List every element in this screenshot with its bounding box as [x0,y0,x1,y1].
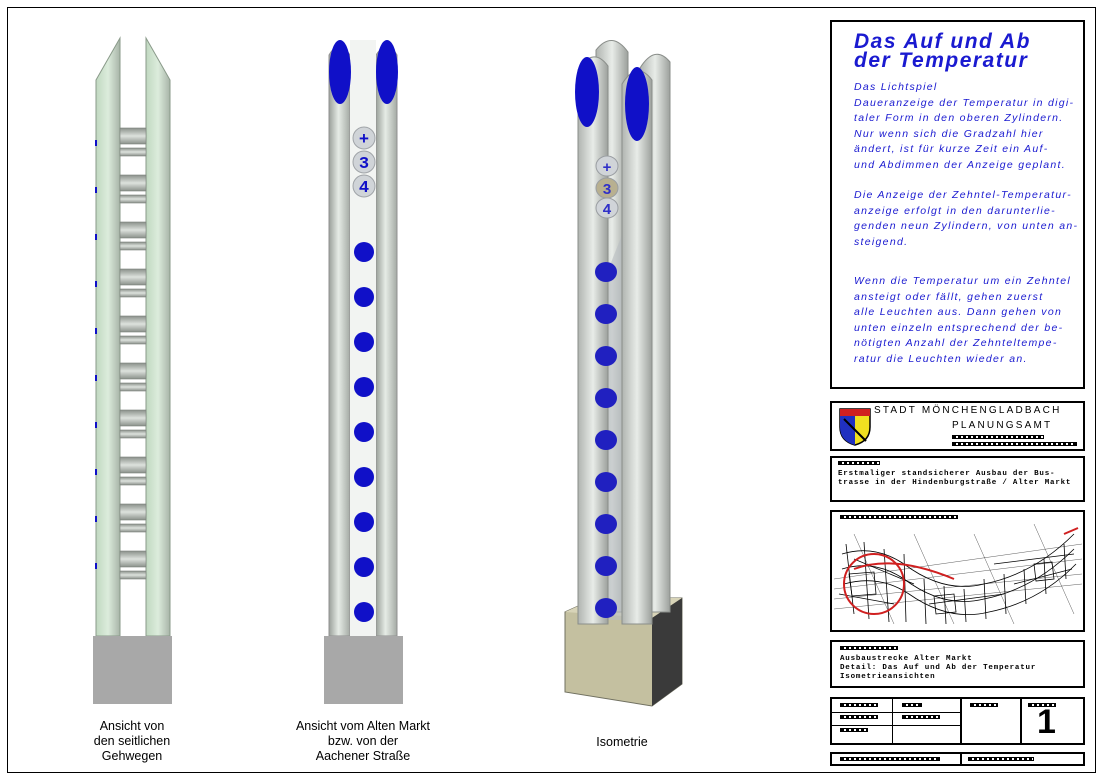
front-view [324,40,403,704]
front-tenth-lamp [354,287,374,307]
side-rung [120,242,146,250]
iso-tenth-lamp [595,388,617,408]
side-lamp-edge [95,140,97,146]
city-coat-of-arms-icon [838,407,872,447]
front-digit-display [353,127,375,198]
side-rung [120,430,146,438]
side-lamp-edge [95,469,97,475]
drawing-description: Ausbaustrecke Alter Markt Detail: Das Auf und Ab der Temperatur Isometrieansichten [840,655,1037,681]
side-rung [120,571,146,579]
city-name: STADT MÖNCHENGLADBACH [874,405,1062,416]
side-rung [120,383,146,391]
front-tenth-lamps [354,242,374,622]
side-view [93,38,172,704]
svg-text:+: + [602,160,612,177]
side-rung [120,363,146,379]
iso-tenth-lamp [595,304,617,324]
iso-tenth-lamp [595,598,617,618]
side-rung [120,175,146,191]
side-base [93,636,172,704]
side-rung [120,551,146,567]
side-rung [120,195,146,203]
side-rung [120,504,146,520]
footer-box [830,752,1085,766]
caption-side-view: Ansicht von den seitlichen Gehwegen [93,719,171,763]
side-rung [120,269,146,285]
front-tenth-lamp [354,602,374,622]
iso-tenth-lamp [595,346,617,366]
svg-text:4: 4 [602,202,612,219]
side-lamp-edge [95,281,97,287]
iso-tenth-lamp [595,514,617,534]
iso-tenth-lamp [595,262,617,282]
front-tenth-lamp [354,332,374,352]
drawing-info-box [830,640,1085,688]
side-rung [120,410,146,426]
caption-front-view: Ansicht vom Alten Markt bzw. von der Aachener Straße [295,719,431,763]
iso-tenth-lamps [595,262,617,618]
side-lamp-edge [95,328,97,334]
side-lamp-edge [95,187,97,193]
side-rung [120,524,146,532]
front-pole-left [329,47,350,637]
side-pole-right [146,38,170,636]
front-top-lamp-left [329,40,351,104]
office-name: PLANUNGSAMT [952,420,1053,431]
organisation-box [830,401,1085,451]
iso-tenth-lamp [595,556,617,576]
site-map [834,524,1082,628]
description-panel [830,20,1085,389]
side-rung [120,336,146,344]
isometric-view [565,40,682,706]
front-tenth-lamp [354,467,374,487]
side-lamp-edge [95,375,97,381]
front-tenth-lamp [354,512,374,532]
iso-tenth-lamp [595,472,617,492]
paragraph-light-play: Das Lichtspiel Daueranzeige der Temperatur in digi- taler Form in den oberen Zylindern. Nur wenn sich die Gradzahl hier ändert, ist für kurze Zeit ein Auf- und Abdimmen der Anzeige geplant. [854,81,1075,171]
side-lamp-edge [95,422,97,428]
project-description: Erstmaliger standsicherer Ausbau der Bus- trasse in der Hindenburgstraße / Alter Markt [838,470,1072,487]
caption-isometric-view: Isometrie [596,735,648,749]
side-rung [120,316,146,332]
location-map-box [830,510,1085,632]
panel-title: Das Auf und Ab der Temperatur [854,30,1031,72]
iso-digit-display [596,156,618,219]
side-lamp-edge [95,563,97,569]
svg-text:3: 3 [602,182,612,199]
side-lamp-edge [95,234,97,240]
digit-ones: 4 [358,179,370,198]
iso-top-lamp-right [625,67,649,141]
side-lamp-edge [95,516,97,522]
paragraph-tenth-display: Die Anzeige der Zehntel-Temperatur- anzeige erfolgt in den darunterlie- genden neun Zylindern, von unten an- steigend. [854,189,1079,248]
side-rung [120,148,146,156]
side-rung [120,457,146,473]
front-tenth-lamp [354,422,374,442]
front-top-lamp-right [376,40,398,104]
side-rung [120,477,146,485]
iso-tenth-lamp [595,430,617,450]
front-tenth-lamp [354,242,374,262]
front-tenth-lamp [354,557,374,577]
side-pole-left [96,38,120,636]
paragraph-switching: Wenn die Temperatur um ein Zehntel ansteigt oder fällt, gehen zuerst alle Leuchten aus. Dann gehen von unten einzeln entsprechend der be- nötigten Anzahl der Zehnteltempe- ratur die Leuchten wieder an. [854,275,1071,365]
iso-top-lamp-left [575,57,599,127]
side-rung [120,128,146,144]
digit-sign: + [358,131,370,150]
sheet-grid-box [830,697,1085,745]
side-rung [120,289,146,297]
front-base [324,636,403,704]
side-rung [120,222,146,238]
project-box [830,456,1085,502]
sheet-number: 1 [1037,703,1056,741]
front-pole-right [376,47,397,637]
digit-tens: 3 [358,155,370,174]
front-tenth-lamp [354,377,374,397]
